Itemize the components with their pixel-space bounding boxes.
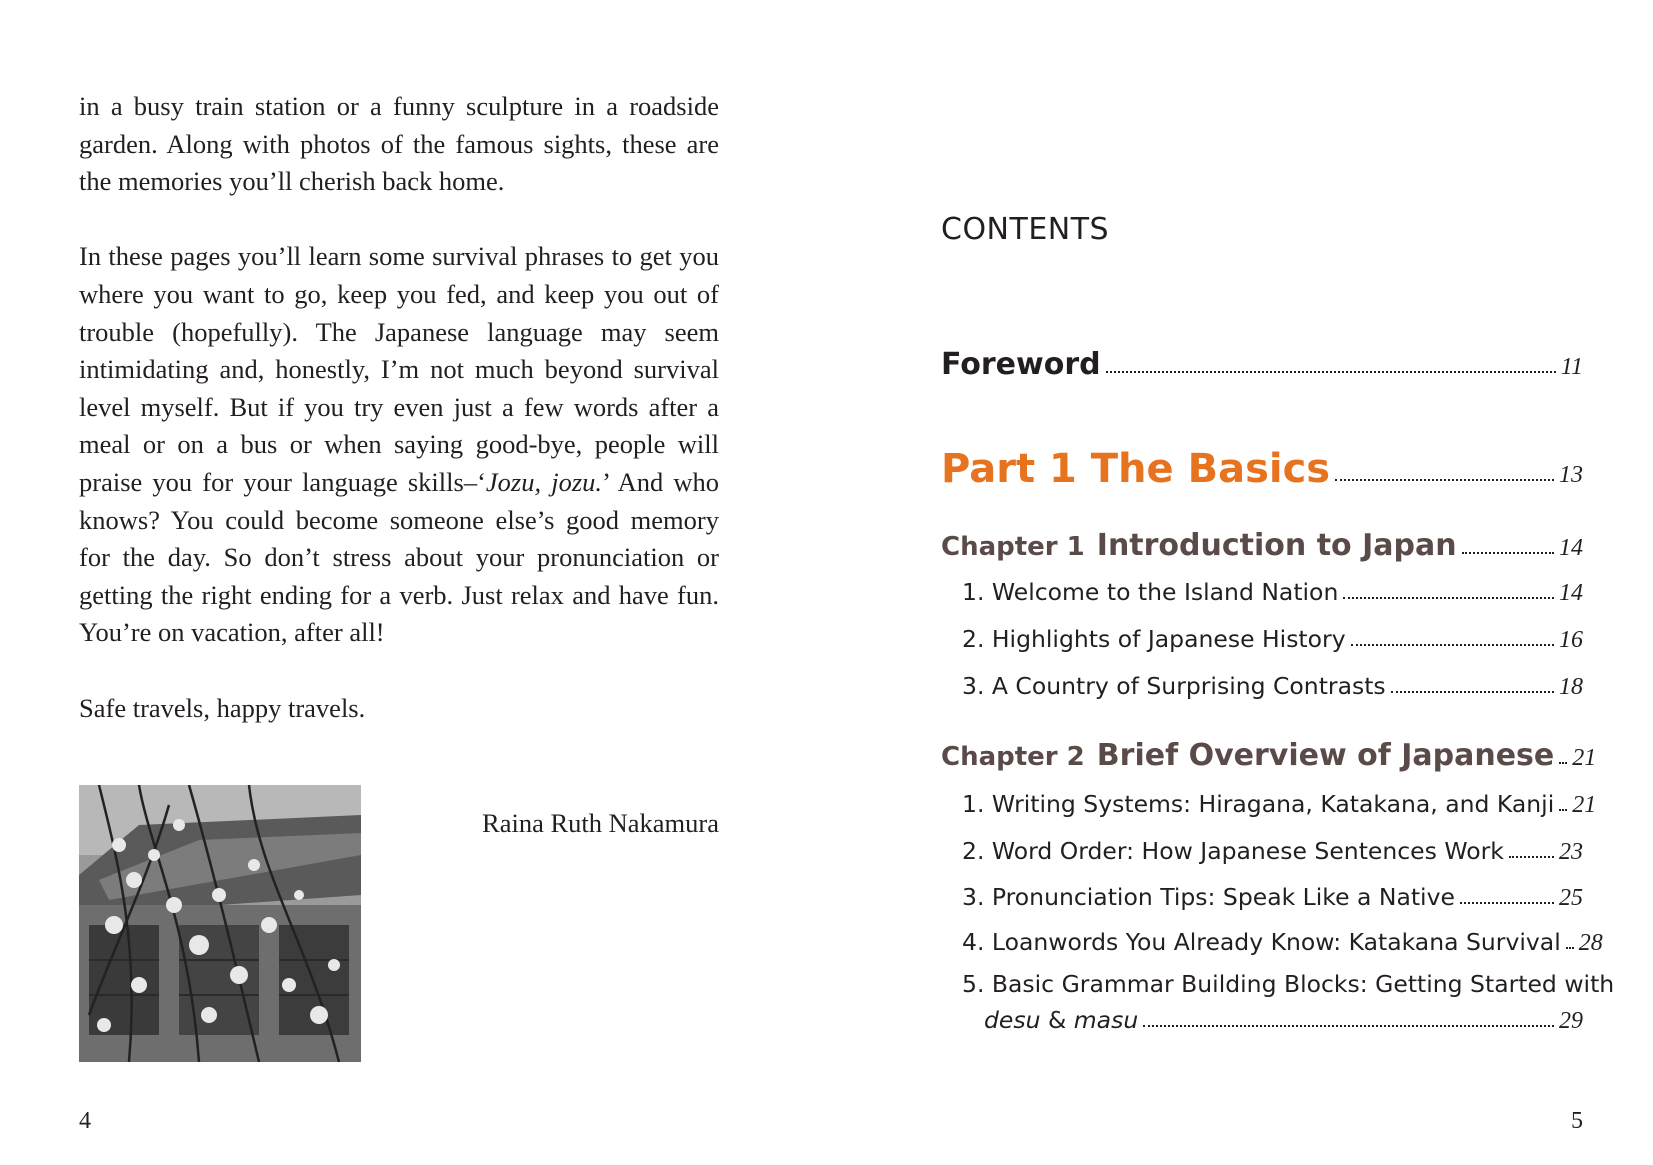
toc-section-page: 28 (1578, 930, 1603, 956)
dot-leader (1143, 1025, 1554, 1027)
toc-chapter-1 (941, 528, 1583, 563)
dot-leader (1460, 902, 1554, 904)
toc-section-title: 2. Word Order: How Japanese Sentences Work (962, 837, 1504, 865)
closing-line: Safe travels, happy travels. (79, 692, 366, 723)
ampersand: & (1040, 1006, 1074, 1034)
page-number-left: 4 (79, 1108, 91, 1134)
toc-foreword (941, 347, 1583, 382)
toc-section-page: 18 (1559, 674, 1583, 700)
dot-leader (1559, 809, 1567, 811)
toc-chapter-2-title: Brief Overview of Japanese (1096, 738, 1555, 773)
paragraph-2-text-a: In these pages you’ll learn some survival phrases to get you where you want to go, keep you fed, and keep you out of trouble (hopefully). The Japanese language may seem intimidating and, honestly, I’m not much beyond survival level myself. But if you try even just a few words after a meal or on a bus or when saying good-bye, people will praise you for your language skills–‘ (79, 241, 719, 497)
toc-section (962, 672, 1583, 701)
foreword-body (79, 88, 719, 727)
toc-section-title: 3. Pronunciation Tips: Speak Like a Native (962, 883, 1455, 911)
dot-leader (1106, 371, 1556, 373)
toc-part-1-title: Part 1 The Basics (941, 446, 1331, 492)
paragraph-2-italic: Jozu, jozu. (485, 466, 603, 497)
toc-section-5-line-2 (984, 1006, 1583, 1035)
toc-chapter-2-page: 21 (1572, 745, 1597, 771)
paragraph-1: in a busy train station or a funny sculpture in a roadside garden. Along with photos of the famous sights, these are the memories you’ll cherish back home. (79, 91, 719, 197)
contents-heading: CONTENTS (941, 212, 1110, 247)
toc-section-page: 23 (1559, 839, 1583, 865)
toc-section-page: 21 (1572, 792, 1597, 818)
toc-chapter-1-title: Introduction to Japan (1096, 528, 1457, 563)
dot-leader (1462, 552, 1554, 554)
toc-part-1-page: 13 (1559, 462, 1583, 488)
toc-section-title: 1. Welcome to the Island Nation (962, 578, 1339, 606)
toc-section-page: 25 (1559, 885, 1583, 911)
toc-section-title: 1. Writing Systems: Hiragana, Katakana, and Kanji (962, 790, 1555, 818)
toc-section-5-line-1: 5. Basic Grammar Building Blocks: Getting Started with (962, 970, 1615, 998)
toc-chapter-1-label: Chapter 1 (941, 532, 1085, 562)
toc-foreword-page: 11 (1560, 354, 1583, 380)
dot-leader (1559, 762, 1567, 764)
toc-section (962, 837, 1583, 866)
toc-section-title: 3. A Country of Surprising Contrasts (962, 672, 1386, 700)
toc-section (962, 625, 1583, 654)
masu-word: masu (1073, 1006, 1139, 1034)
toc-section (962, 790, 1597, 819)
paragraph-2 (79, 238, 719, 652)
author-signature: Raina Ruth Nakamura (482, 808, 719, 838)
toc-section (962, 928, 1603, 957)
toc-chapter-2 (941, 738, 1597, 773)
toc-part-1 (941, 446, 1583, 492)
paragraph-2-text-b: ’ And who knows? You could become someone else’s good memory for the day. So don’t stress about your pronunciation or getting the right ending for a verb. Just relax and have fun. You’re on vacation, after all! (79, 466, 720, 648)
right-page (826, 0, 1653, 1165)
toc-section-title: 2. Highlights of Japanese History (962, 625, 1346, 653)
toc-section-title: 4. Loanwords You Already Know: Katakana Survival (962, 928, 1561, 956)
toc-section-page: 14 (1559, 580, 1583, 606)
page-number-right: 5 (1571, 1108, 1583, 1134)
dot-leader (1351, 644, 1554, 646)
left-page (0, 0, 826, 1165)
dot-leader (1509, 856, 1554, 858)
dot-leader (1335, 479, 1554, 481)
cherry-blossom-temple-photo (79, 785, 361, 1062)
dot-leader (1391, 691, 1554, 693)
toc-foreword-title: Foreword (941, 347, 1101, 382)
toc-chapter-1-page: 14 (1559, 535, 1583, 561)
toc-section-page: 16 (1559, 627, 1583, 653)
dot-leader (1343, 597, 1554, 599)
toc-section-5-title-end (984, 1006, 1138, 1034)
desu-word: desu (984, 1006, 1041, 1034)
toc-section-page: 29 (1559, 1008, 1583, 1034)
toc-section (962, 883, 1583, 912)
dot-leader (1566, 947, 1574, 949)
toc-section (962, 578, 1583, 607)
toc-chapter-2-label: Chapter 2 (941, 742, 1085, 772)
